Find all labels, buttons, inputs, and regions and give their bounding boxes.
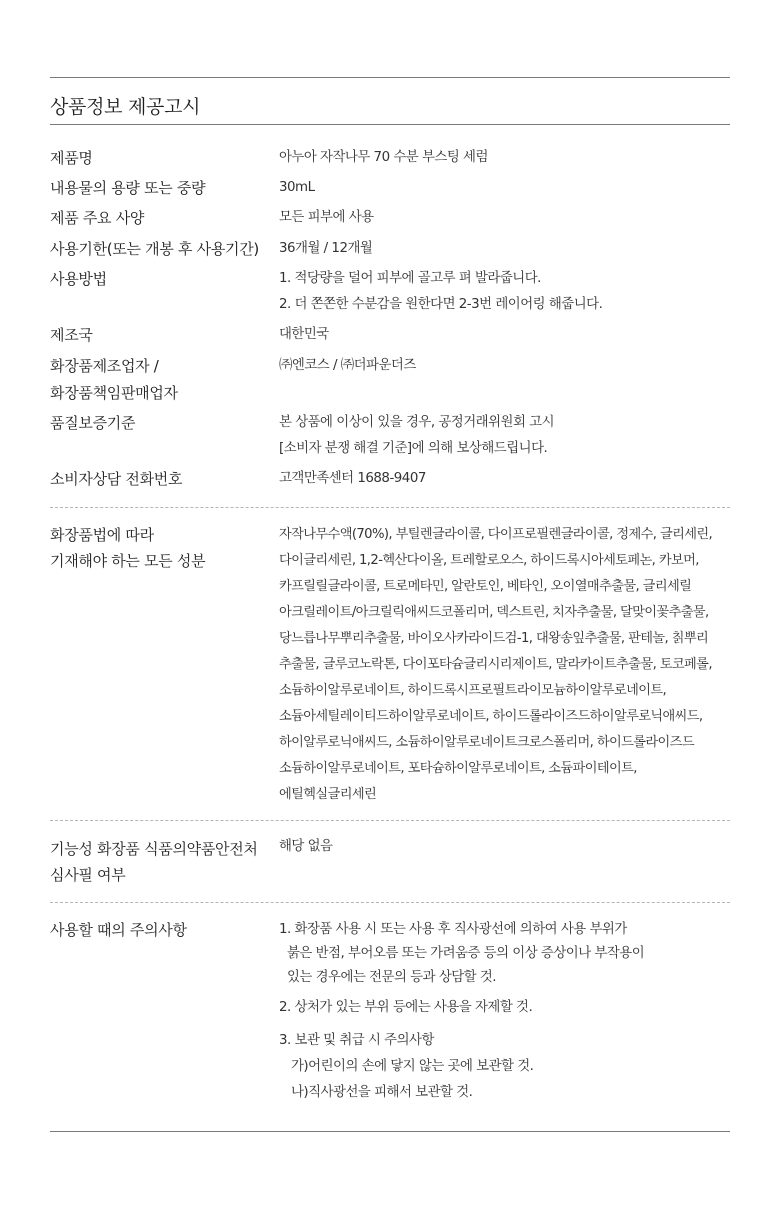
value-maker: ㈜엔코스 / ㈜더파운더즈 bbox=[279, 358, 416, 373]
ingredients-line: 아크릴레이트/아크릴릭애씨드코폴리머, 덱스트린, 치자추출물, 달맞이꽃추출물, bbox=[279, 605, 709, 620]
value-quality-line-2: [소비자 분쟁 해결 기준]에 의해 보상해드립니다. bbox=[279, 441, 548, 456]
label-product-name: 제품명 bbox=[50, 149, 93, 167]
label-expiry: 사용기한(또는 개봉 후 사용기간) bbox=[50, 240, 259, 258]
page-title: 상품정보 제공고시 bbox=[50, 96, 201, 118]
ingredients-line: 추출물, 글루코노락톤, 다이포타슘글리시리제이트, 말라카이트추출물, 토코페롤, bbox=[279, 657, 712, 672]
value-quality-line-1: 본 상품에 이상이 있을 경우, 공정거래위원회 고시 bbox=[279, 415, 555, 430]
label-usage: 사용방법 bbox=[50, 270, 107, 288]
title-rule bbox=[50, 124, 730, 125]
divider-1 bbox=[50, 507, 730, 508]
caution-1-line-1: 1. 화장품 사용 시 또는 사용 후 직사광선에 의하여 사용 부위가 bbox=[279, 922, 627, 937]
caution-1-line-3: 있는 경우에는 전문의 등과 상담할 것. bbox=[287, 970, 497, 985]
ingredients-line: 자작나무수액(70%), 부틸렌글라이콜, 다이프로필렌글라이콜, 정제수, 글리세린, bbox=[279, 527, 713, 542]
value-cs: 고객만족센터 1688-9407 bbox=[279, 471, 426, 486]
caution-3-line-3: 나)직사광선을 피해서 보관할 것. bbox=[291, 1085, 473, 1100]
ingredients-line: 에틸헥실글리세린 bbox=[279, 787, 377, 802]
label-cautions: 사용할 때의 주의사항 bbox=[50, 921, 187, 939]
value-origin: 대한민국 bbox=[279, 327, 329, 342]
label-cs: 소비자상담 전화번호 bbox=[50, 470, 183, 488]
label-quality: 품질보증기준 bbox=[50, 414, 136, 432]
label-spec: 제품 주요 사양 bbox=[50, 209, 145, 227]
value-expiry: 36개월 / 12개월 bbox=[279, 241, 373, 256]
label-maker-line-2: 화장품책임판매업자 bbox=[50, 384, 178, 402]
ingredients-line: 당느릅나무뿌리추출물, 바이오사카라이드검-1, 대왕송잎추출물, 판테놀, 칡뿌리 bbox=[279, 631, 709, 646]
divider-3 bbox=[50, 902, 730, 903]
label-ingredients-line-1: 화장품법에 따라 bbox=[50, 526, 154, 544]
ingredients-line: 소듐아세틸레이티드하이알루로네이트, 하이드롤라이즈드하이알루로닉애씨드, bbox=[279, 709, 703, 724]
label-origin: 제조국 bbox=[50, 326, 93, 344]
caution-3-line-1: 3. 보관 및 취급 시 주의사항 bbox=[279, 1033, 434, 1048]
caution-2: 2. 상처가 있는 부위 등에는 사용을 자제할 것. bbox=[279, 1000, 533, 1015]
label-capacity: 내용물의 용량 또는 중량 bbox=[50, 179, 206, 197]
ingredients-line: 소듐하이알루로네이트, 포타슘하이알루로네이트, 소듐파이테이트, bbox=[279, 761, 637, 776]
value-usage-line-1: 1. 적당량을 덜어 피부에 골고루 펴 발라줍니다. bbox=[279, 271, 541, 286]
divider-2 bbox=[50, 820, 730, 821]
value-usage-line-2: 2. 더 쫀쫀한 수분감을 원한다면 2-3번 레이어링 해줍니다. bbox=[279, 297, 603, 312]
ingredients-line: 다이글리세린, 1,2-헥산다이올, 트레할로오스, 하이드록시아세토페논, 카보머, bbox=[279, 553, 699, 568]
bottom-rule bbox=[50, 1131, 730, 1132]
caution-3-line-2: 가)어린이의 손에 닿지 않는 곳에 보관할 것. bbox=[291, 1059, 534, 1074]
ingredients-line: 하이알루로닉애씨드, 소듐하이알루로네이트크로스폴리머, 하이드롤라이즈드 bbox=[279, 735, 694, 750]
label-ingredients-line-2: 기재해야 하는 모든 성분 bbox=[50, 552, 206, 570]
value-product-name: 아누아 자작나무 70 수분 부스팅 세럼 bbox=[279, 150, 488, 165]
value-capacity: 30mL bbox=[279, 180, 315, 195]
label-functional-line-2: 심사필 여부 bbox=[50, 866, 126, 884]
label-maker-line-1: 화장품제조업자 / bbox=[50, 357, 159, 375]
caution-1-line-2: 붉은 반점, 부어오름 또는 가려움증 등의 이상 증상이나 부작용이 bbox=[287, 946, 645, 961]
label-functional-line-1: 기능성 화장품 식품의약품안전처 bbox=[50, 840, 258, 858]
ingredients-line: 소듐하이알루로네이트, 하이드록시프로필트라이모늄하이알루로네이트, bbox=[279, 683, 667, 698]
value-spec: 모든 피부에 사용 bbox=[279, 210, 374, 225]
top-rule bbox=[50, 77, 730, 78]
ingredients-line: 카프릴릴글라이콜, 트로메타민, 알란토인, 베타인, 오이열매추출물, 글리세릴 bbox=[279, 579, 692, 594]
value-functional: 해당 없음 bbox=[279, 839, 333, 854]
